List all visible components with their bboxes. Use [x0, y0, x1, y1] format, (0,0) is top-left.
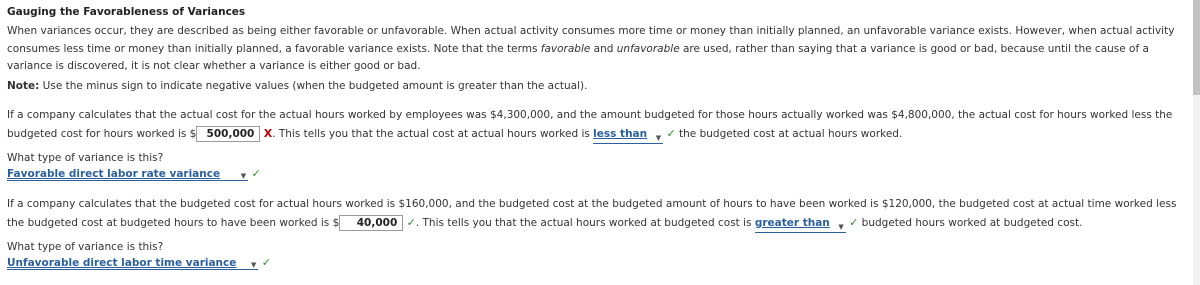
correct-icon: ✓ — [406, 215, 416, 229]
q1-variance-type-dropdown[interactable]: Favorable direct labor rate variance ▼ — [7, 168, 247, 180]
intro-paragraph: When variances occur, they are described as being either favorable or unfavorable. When actual activity consumes more time or money than initially planned, an unfavorable variance exists. However, when actual activity consumes less time or money than initially planned, a favorable variance exists. Note that the terms favorable and unfavorable are used, rather than saying that a variance is good or bad, because until the cause of a variance is discovered, it is not clear whether a variance is either good or bad. — [7, 25, 1175, 72]
q1-type-row — [7, 167, 261, 181]
note-text: Use the minus sign to indicate negative values (when the budgeted amount is greater than the actual). — [39, 80, 588, 92]
q1-comparison-dropdown[interactable]: less than ▼ — [593, 126, 663, 145]
dropdown-arrow-icon: ▼ — [240, 172, 247, 180]
dropdown-arrow-icon: ▼ — [838, 222, 844, 231]
correct-icon: ✓ — [251, 167, 261, 180]
page-title: Gauging the Favorableness of Variances — [7, 6, 246, 18]
note — [7, 80, 587, 92]
q1-answer-input[interactable]: 500,000 — [196, 126, 260, 142]
note-label: Note: — [7, 80, 40, 92]
dropdown-arrow-icon: ▼ — [655, 133, 662, 142]
vertical-scrollbar[interactable] — [1193, 0, 1200, 285]
q2-answer-input[interactable]: 40,000 — [339, 215, 403, 231]
dropdown-arrow-icon: ▼ — [251, 261, 257, 269]
q2-comparison-dropdown[interactable]: greater than ▼ — [755, 215, 846, 234]
correct-icon: ✓ — [261, 256, 271, 269]
term-unfavorable: unfavorable — [616, 42, 680, 55]
q2-type-label: What type of variance is this? — [7, 241, 164, 253]
term-favorable: favorable — [540, 42, 591, 55]
incorrect-icon: X — [263, 126, 273, 140]
q2-type-row — [7, 256, 271, 270]
question-1: If a company calculates that the actual cost for the actual hours worked by employees was $4,300,000, and the amount budgeted for those hours actually worked was $4,800,000, the actual cost for hours worked less the budgeted cost for hours worked is $ 500,000 X. This tells you that the actual cost at actual hours worked is less than ▼ ✓ the budgeted cost at actual hours worked. — [7, 107, 1187, 144]
correct-icon: ✓ — [849, 215, 859, 229]
q2-variance-type-dropdown[interactable]: Unfavorable direct labor time variance ▼ — [7, 257, 257, 269]
correct-icon: ✓ — [666, 126, 676, 140]
q1-type-label: What type of variance is this? — [7, 152, 164, 164]
question-2: If a company calculates that the budgeted cost for actual hours worked is $160,000, and the budgeted cost at the budgeted amount of hours to have been worked is $120,000, the budgeted cost at actual time worked less the budgeted cost at budgeted hours to have been worked is $ 40,000 ✓. This tells you that the actual hours worked at budgeted cost is greater than ▼ ✓ budgeted hours worked at budgeted cost. — [7, 196, 1187, 233]
scrollbar-thumb[interactable] — [1193, 0, 1200, 95]
